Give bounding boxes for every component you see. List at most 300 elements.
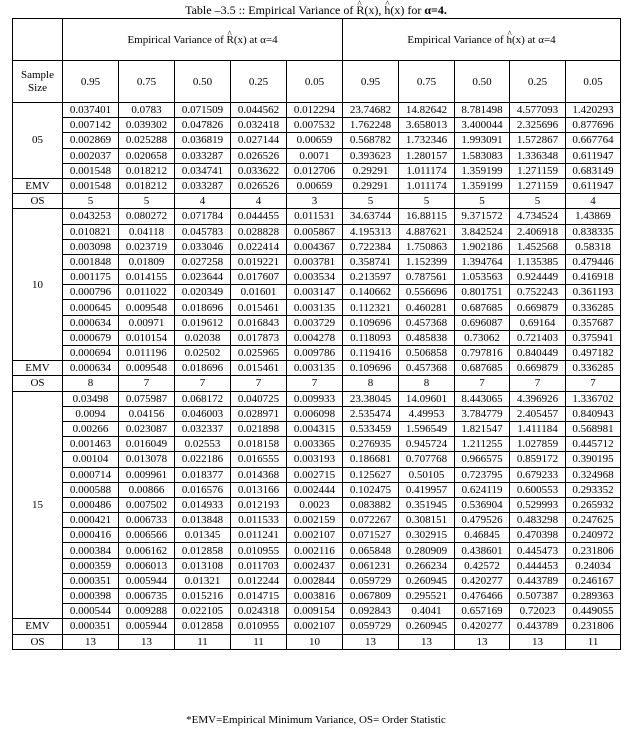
header-row-groups: [13, 19, 621, 61]
caption-mid1: (x),: [364, 3, 385, 17]
table-row: [13, 391, 621, 406]
header-level-cell: 0.50: [175, 61, 231, 103]
value-cell: 0.186681: [343, 452, 399, 467]
value-cell: 0.033287: [175, 148, 231, 163]
emv-cell: 0.018212: [119, 178, 175, 193]
os-cell: 4: [566, 194, 621, 209]
value-cell: 0.019612: [175, 315, 231, 330]
value-cell: 0.295521: [399, 589, 455, 604]
value-cell: 1.596549: [399, 421, 455, 436]
header-r-group-post: (x) at α=4: [233, 33, 278, 46]
value-cell: 0.420277: [455, 573, 510, 588]
header-r-symbol: ^ R: [227, 34, 234, 46]
emv-cell: 0.015461: [231, 361, 287, 376]
os-cell: 7: [119, 376, 175, 391]
os-cell: 5: [510, 194, 566, 209]
emv-cell: 0.012858: [175, 619, 231, 634]
os-cell: 7: [231, 376, 287, 391]
table-body: [13, 19, 621, 650]
emv-label: EMV: [13, 178, 63, 193]
value-cell: 0.485838: [399, 330, 455, 345]
value-cell: 0.838335: [566, 224, 621, 239]
value-cell: 0.69164: [510, 315, 566, 330]
value-cell: 0.047826: [175, 118, 231, 133]
value-cell: 0.032418: [231, 118, 287, 133]
value-cell: 0.067809: [343, 589, 399, 604]
value-cell: 0.260945: [399, 573, 455, 588]
value-cell: 0.007142: [63, 118, 119, 133]
value-cell: 0.032337: [175, 421, 231, 436]
value-cell: 0.533459: [343, 421, 399, 436]
value-cell: 0.266234: [399, 558, 455, 573]
value-cell: 0.026526: [231, 148, 287, 163]
table-row: [13, 224, 621, 239]
value-cell: 0.061231: [343, 558, 399, 573]
value-cell: 0.361193: [566, 285, 621, 300]
header-level-cell: 0.95: [63, 61, 119, 103]
value-cell: 0.000714: [63, 467, 119, 482]
value-cell: 2.535474: [343, 406, 399, 421]
os-cell: 7: [175, 376, 231, 391]
value-cell: 1.211255: [455, 437, 510, 452]
value-cell: 0.683149: [566, 163, 621, 178]
value-cell: 0.017607: [231, 270, 287, 285]
table-row: [13, 558, 621, 573]
value-cell: 0.012193: [231, 497, 287, 512]
value-cell: 0.01321: [175, 573, 231, 588]
value-cell: 0.014933: [175, 497, 231, 512]
table-row: [13, 528, 621, 543]
value-cell: 3.400044: [455, 118, 510, 133]
value-cell: 0.010821: [63, 224, 119, 239]
value-cell: 1.750863: [399, 239, 455, 254]
value-cell: 1.336348: [510, 148, 566, 163]
value-cell: 0.000796: [63, 285, 119, 300]
value-cell: 0.003729: [287, 315, 343, 330]
value-cell: 0.393623: [343, 148, 399, 163]
value-cell: 0.611947: [566, 148, 621, 163]
emv-cell: 0.669879: [510, 361, 566, 376]
os-row: [13, 376, 621, 391]
value-cell: 0.009961: [119, 467, 175, 482]
value-cell: 0.018377: [175, 467, 231, 482]
value-cell: 1.821547: [455, 421, 510, 436]
table-row: [13, 467, 621, 482]
value-cell: 0.019221: [231, 254, 287, 269]
value-cell: 0.4041: [399, 604, 455, 619]
value-cell: 0.022186: [175, 452, 231, 467]
os-cell: 3: [287, 194, 343, 209]
value-cell: 0.289363: [566, 589, 621, 604]
emv-cell: 1.359199: [455, 178, 510, 193]
value-cell: 0.036819: [175, 133, 231, 148]
value-cell: 0.065848: [343, 543, 399, 558]
value-cell: 0.924449: [510, 270, 566, 285]
os-cell: 11: [566, 634, 621, 649]
value-cell: 0.000679: [63, 330, 119, 345]
os-cell: 5: [399, 194, 455, 209]
value-cell: 0.027258: [175, 254, 231, 269]
header-r-group: [63, 19, 343, 61]
value-cell: 0.013166: [231, 482, 287, 497]
os-cell: 5: [119, 194, 175, 209]
value-cell: 0.011241: [231, 528, 287, 543]
header-h-symbol: ^ h: [506, 34, 512, 46]
value-cell: 0.722384: [343, 239, 399, 254]
value-cell: 0.071509: [175, 103, 231, 118]
emv-cell: 0.00659: [287, 178, 343, 193]
table-row: [13, 589, 621, 604]
value-cell: 0.000421: [63, 513, 119, 528]
value-cell: 0.006566: [119, 528, 175, 543]
emv-cell: 0.457368: [399, 361, 455, 376]
value-cell: 34.63744: [343, 209, 399, 224]
value-cell: 0.002437: [287, 558, 343, 573]
value-cell: 0.004278: [287, 330, 343, 345]
value-cell: 1.572867: [510, 133, 566, 148]
value-cell: 0.125627: [343, 467, 399, 482]
value-cell: 0.012858: [175, 543, 231, 558]
emv-cell: 1.011174: [399, 178, 455, 193]
value-cell: 1.152399: [399, 254, 455, 269]
value-cell: 0.308151: [399, 513, 455, 528]
table-row: [13, 330, 621, 345]
value-cell: 0.444453: [510, 558, 566, 573]
os-cell: 10: [287, 634, 343, 649]
value-cell: 0.529993: [510, 497, 566, 512]
value-cell: 0.112321: [343, 300, 399, 315]
emv-row: [13, 178, 621, 193]
value-cell: 0.419957: [399, 482, 455, 497]
value-cell: 0.044562: [231, 103, 287, 118]
value-cell: 0.009288: [119, 604, 175, 619]
value-cell: 1.993091: [455, 133, 510, 148]
table-row: [13, 452, 621, 467]
value-cell: 0.556696: [399, 285, 455, 300]
value-cell: 0.034741: [175, 163, 231, 178]
table-row: [13, 421, 621, 436]
value-cell: 0.102475: [343, 482, 399, 497]
value-cell: 1.732346: [399, 133, 455, 148]
value-cell: 0.018158: [231, 437, 287, 452]
header-level-cell: 0.95: [343, 61, 399, 103]
value-cell: 0.460281: [399, 300, 455, 315]
value-cell: 4.734524: [510, 209, 566, 224]
value-cell: 0.483298: [510, 513, 566, 528]
value-cell: 0.040725: [231, 391, 287, 406]
emv-cell: 0.003135: [287, 361, 343, 376]
os-cell: 7: [510, 376, 566, 391]
emv-cell: 0.420277: [455, 619, 510, 634]
os-cell: 13: [119, 634, 175, 649]
value-cell: 14.09601: [399, 391, 455, 406]
value-cell: 0.752243: [510, 285, 566, 300]
value-cell: 0.043253: [63, 209, 119, 224]
value-cell: 4.577093: [510, 103, 566, 118]
emv-cell: 1.271159: [510, 178, 566, 193]
value-cell: 0.390195: [566, 452, 621, 467]
value-cell: 8.781498: [455, 103, 510, 118]
footnote: *EMV=Empirical Minimum Variance, OS= Order Statistic: [186, 714, 446, 726]
value-cell: 0.247625: [566, 513, 621, 528]
value-cell: 0.025965: [231, 346, 287, 361]
os-cell: 13: [63, 634, 119, 649]
value-cell: 0.696087: [455, 315, 510, 330]
os-cell: 13: [399, 634, 455, 649]
value-cell: 0.506858: [399, 346, 455, 361]
value-cell: 0.006098: [287, 406, 343, 421]
value-cell: 0.016576: [175, 482, 231, 497]
value-cell: 0.024318: [231, 604, 287, 619]
sample-size-cell: 10: [13, 209, 63, 361]
value-cell: 0.246167: [566, 573, 621, 588]
os-label: OS: [13, 194, 63, 209]
value-cell: 0.023644: [175, 270, 231, 285]
emv-cell: 0.018696: [175, 361, 231, 376]
value-cell: 1.053563: [455, 270, 510, 285]
emv-cell: 0.000351: [63, 619, 119, 634]
value-cell: 0.000398: [63, 589, 119, 604]
header-h-group-post: (x) at α=4: [511, 33, 556, 46]
value-cell: 0.687685: [455, 300, 510, 315]
value-cell: 0.04118: [119, 224, 175, 239]
value-cell: 0.011196: [119, 346, 175, 361]
value-cell: 1.762248: [343, 118, 399, 133]
value-cell: 0.006162: [119, 543, 175, 558]
value-cell: 0.028828: [231, 224, 287, 239]
value-cell: 0.479526: [455, 513, 510, 528]
value-cell: 0.358741: [343, 254, 399, 269]
value-cell: 0.059729: [343, 573, 399, 588]
value-cell: 0.006013: [119, 558, 175, 573]
value-cell: 0.0783: [119, 103, 175, 118]
value-cell: 0.479446: [566, 254, 621, 269]
caption-r-symbol: ^ R: [356, 3, 364, 17]
value-cell: 0.04156: [119, 406, 175, 421]
value-cell: 1.902186: [455, 239, 510, 254]
value-cell: 0.140662: [343, 285, 399, 300]
value-cell: 1.394764: [455, 254, 510, 269]
value-cell: 0.707768: [399, 452, 455, 467]
value-cell: 0.02553: [175, 437, 231, 452]
os-cell: 4: [175, 194, 231, 209]
emv-cell: 0.026526: [231, 178, 287, 193]
value-cell: 0.020349: [175, 285, 231, 300]
value-cell: 0.001463: [63, 437, 119, 452]
value-cell: 0.302915: [399, 528, 455, 543]
value-cell: 0.0023: [287, 497, 343, 512]
emv-cell: 0.059729: [343, 619, 399, 634]
emv-cell: 0.002107: [287, 619, 343, 634]
value-cell: 0.002869: [63, 133, 119, 148]
value-cell: 0.470398: [510, 528, 566, 543]
os-cell: 13: [455, 634, 510, 649]
value-cell: 0.012294: [287, 103, 343, 118]
value-cell: 0.0094: [63, 406, 119, 421]
os-cell: 7: [455, 376, 510, 391]
value-cell: 0.013108: [175, 558, 231, 573]
os-label: OS: [13, 634, 63, 649]
caption-prefix: Table –3.5 :: Empirical Variance of: [185, 3, 357, 17]
value-cell: 0.000359: [63, 558, 119, 573]
value-cell: 0.336285: [566, 300, 621, 315]
value-cell: 16.88115: [399, 209, 455, 224]
table-row: [13, 482, 621, 497]
value-cell: 1.359199: [455, 163, 510, 178]
os-cell: 8: [63, 376, 119, 391]
value-cell: 4.887621: [399, 224, 455, 239]
value-cell: 0.624119: [455, 482, 510, 497]
value-cell: 0.840943: [566, 406, 621, 421]
value-cell: 0.438601: [455, 543, 510, 558]
os-cell: 5: [343, 194, 399, 209]
value-cell: 0.657169: [455, 604, 510, 619]
value-cell: 0.443789: [510, 573, 566, 588]
value-cell: 2.325696: [510, 118, 566, 133]
value-cell: 0.000588: [63, 482, 119, 497]
value-cell: 0.033622: [231, 163, 287, 178]
value-cell: 0.011703: [231, 558, 287, 573]
value-cell: 0.568782: [343, 133, 399, 148]
header-level-cell: 0.50: [455, 61, 510, 103]
value-cell: 0.005867: [287, 224, 343, 239]
value-cell: 0.679233: [510, 467, 566, 482]
value-cell: 0.003193: [287, 452, 343, 467]
value-cell: 0.29291: [343, 163, 399, 178]
value-cell: 0.072267: [343, 513, 399, 528]
emv-cell: 0.109696: [343, 361, 399, 376]
value-cell: 0.351945: [399, 497, 455, 512]
header-r-group-pre: Empirical Variance of: [127, 33, 227, 46]
value-cell: 0.801751: [455, 285, 510, 300]
os-cell: 8: [343, 376, 399, 391]
value-cell: 0.092843: [343, 604, 399, 619]
value-cell: 14.82642: [399, 103, 455, 118]
value-cell: 0.000645: [63, 300, 119, 315]
value-cell: 0.014155: [119, 270, 175, 285]
value-cell: 0.002444: [287, 482, 343, 497]
emv-row: [13, 361, 621, 376]
value-cell: 0.012244: [231, 573, 287, 588]
table-row: [13, 346, 621, 361]
value-cell: 0.039302: [119, 118, 175, 133]
sample-size-cell: 15: [13, 391, 63, 619]
value-cell: 0.080272: [119, 209, 175, 224]
value-cell: 0.023719: [119, 239, 175, 254]
value-cell: 0.416918: [566, 270, 621, 285]
os-cell: 13: [343, 634, 399, 649]
caption-alpha: α=4.: [424, 3, 447, 17]
value-cell: 1.583083: [455, 148, 510, 163]
header-h-group-pre: Empirical Variance of: [407, 33, 507, 46]
header-level-cell: 0.05: [287, 61, 343, 103]
caption-mid2: (x) for: [390, 3, 425, 17]
table-row: [13, 315, 621, 330]
value-cell: 0.357687: [566, 315, 621, 330]
value-cell: 0.025288: [119, 133, 175, 148]
value-cell: 0.027144: [231, 133, 287, 148]
value-cell: 0.015216: [175, 589, 231, 604]
value-cell: 0.000416: [63, 528, 119, 543]
emv-row: [13, 619, 621, 634]
value-cell: 0.006735: [119, 589, 175, 604]
variance-table: [12, 18, 621, 650]
value-cell: 0.014368: [231, 467, 287, 482]
value-cell: 0.003534: [287, 270, 343, 285]
value-cell: 0.476466: [455, 589, 510, 604]
value-cell: 0.02038: [175, 330, 231, 345]
value-cell: 0.014715: [231, 589, 287, 604]
value-cell: 0.006733: [119, 513, 175, 528]
value-cell: 1.271159: [510, 163, 566, 178]
table-row: [13, 497, 621, 512]
value-cell: 1.135385: [510, 254, 566, 269]
os-cell: 5: [455, 194, 510, 209]
value-cell: 0.213597: [343, 270, 399, 285]
value-cell: 0.324968: [566, 467, 621, 482]
os-cell: 8: [399, 376, 455, 391]
value-cell: 0.375941: [566, 330, 621, 345]
emv-cell: 0.611947: [566, 178, 621, 193]
table-row: [13, 103, 621, 118]
value-cell: 0.003135: [287, 300, 343, 315]
value-cell: 0.045783: [175, 224, 231, 239]
value-cell: 0.009548: [119, 300, 175, 315]
value-cell: 0.044455: [231, 209, 287, 224]
value-cell: 0.004315: [287, 421, 343, 436]
caption-h-symbol: ^ h: [384, 3, 390, 17]
emv-cell: 0.000634: [63, 361, 119, 376]
value-cell: 0.016049: [119, 437, 175, 452]
value-cell: 3.658013: [399, 118, 455, 133]
value-cell: 0.003147: [287, 285, 343, 300]
value-cell: 4.396926: [510, 391, 566, 406]
value-cell: 0.002116: [287, 543, 343, 558]
value-cell: 0.002844: [287, 573, 343, 588]
os-cell: 11: [175, 634, 231, 649]
emv-cell: 0.29291: [343, 178, 399, 193]
value-cell: 4.49953: [399, 406, 455, 421]
table-caption: [0, 3, 632, 17]
value-cell: 0.022414: [231, 239, 287, 254]
emv-label: EMV: [13, 361, 63, 376]
value-cell: 0.119416: [343, 346, 399, 361]
value-cell: 0.01809: [119, 254, 175, 269]
table-row: [13, 118, 621, 133]
emv-cell: 0.009548: [119, 361, 175, 376]
value-cell: 0.58318: [566, 239, 621, 254]
value-cell: 1.336702: [566, 391, 621, 406]
value-cell: 0.003365: [287, 437, 343, 452]
table-row: [13, 254, 621, 269]
os-cell: 11: [231, 634, 287, 649]
table-row: [13, 163, 621, 178]
value-cell: 0.445712: [566, 437, 621, 452]
value-cell: 0.000634: [63, 315, 119, 330]
value-cell: 0.003781: [287, 254, 343, 269]
os-cell: 7: [287, 376, 343, 391]
os-cell: 5: [63, 194, 119, 209]
value-cell: 0.000351: [63, 573, 119, 588]
value-cell: 0.001548: [63, 163, 119, 178]
value-cell: 0.002159: [287, 513, 343, 528]
value-cell: 0.009933: [287, 391, 343, 406]
value-cell: 0.0071: [287, 148, 343, 163]
value-cell: 0.016843: [231, 315, 287, 330]
value-cell: 0.457368: [399, 315, 455, 330]
value-cell: 0.03498: [63, 391, 119, 406]
value-cell: 0.016555: [231, 452, 287, 467]
